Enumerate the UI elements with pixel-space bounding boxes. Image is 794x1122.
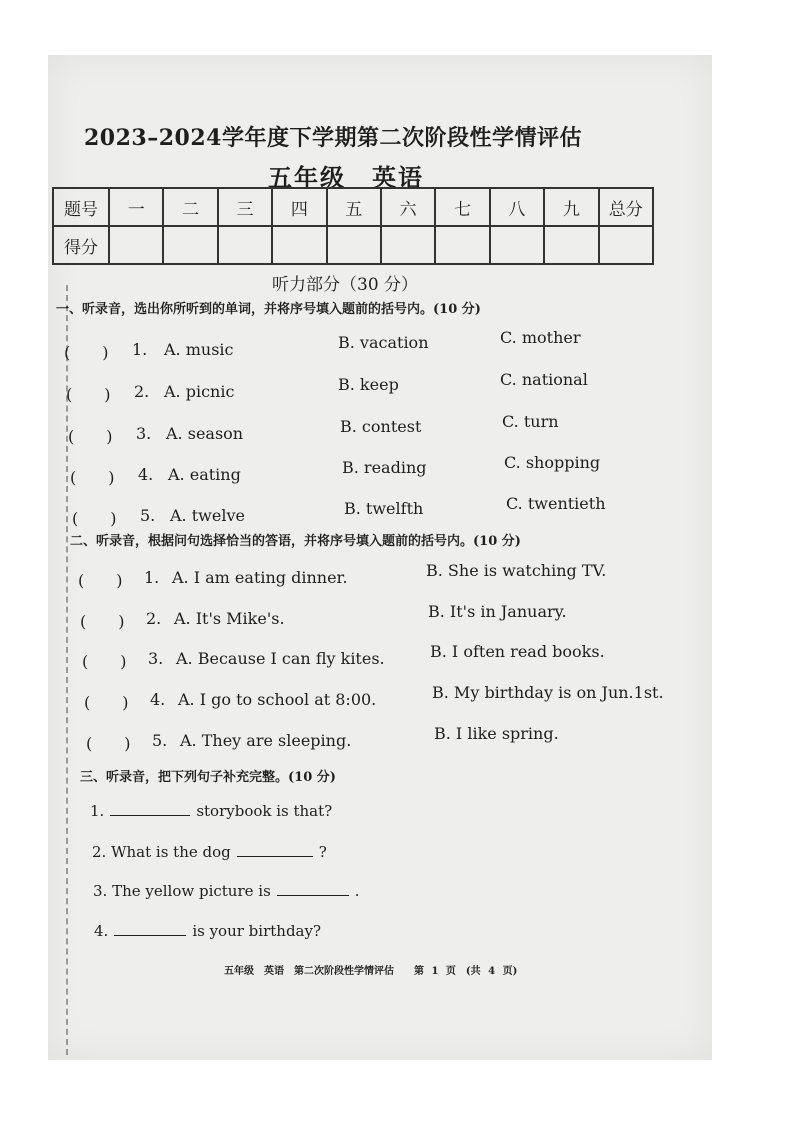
answer-blank[interactable] xyxy=(110,814,190,816)
score-cell[interactable] xyxy=(490,226,544,264)
page-footer: 五年级 英语 第二次阶段性学情评估 第 1 页 (共 4 页) xyxy=(224,966,518,977)
answer-blank[interactable] xyxy=(277,894,349,896)
item-number: 1. xyxy=(132,340,148,359)
sentence-start: 2. What is the dog xyxy=(92,843,231,861)
item-number: 2. xyxy=(134,382,150,401)
option-c: C. mother xyxy=(500,328,581,347)
fill-in-sentence xyxy=(93,882,360,900)
option-b: B. It's in January. xyxy=(428,602,567,621)
score-cell[interactable] xyxy=(218,226,272,264)
answer-paren[interactable]: ( ) xyxy=(82,652,127,671)
option-c: C. turn xyxy=(502,412,559,431)
option-a: A. I go to school at 8:00. xyxy=(178,690,377,709)
answer-blank[interactable] xyxy=(237,855,313,857)
option-b: B. keep xyxy=(338,375,399,394)
item-number: 5. xyxy=(140,506,156,525)
score-table-row-label: 得分 xyxy=(53,226,109,264)
option-a: A. twelve xyxy=(170,506,245,525)
option-b: B. vacation xyxy=(338,333,429,352)
item-number: 5. xyxy=(152,731,168,750)
fill-in-sentence xyxy=(90,802,332,820)
option-c: C. twentieth xyxy=(506,494,606,513)
item-number: 2. xyxy=(146,609,162,628)
score-table-score-row xyxy=(53,226,653,264)
score-cell[interactable] xyxy=(435,226,489,264)
option-a: A. season xyxy=(166,424,244,443)
item-number: 4. xyxy=(150,690,166,709)
sentence-end: is your birthday? xyxy=(192,922,321,940)
score-table xyxy=(52,187,654,265)
score-cell[interactable] xyxy=(272,226,326,264)
option-b: B. I often read books. xyxy=(430,642,605,661)
option-c: C. national xyxy=(500,370,588,389)
score-column-label: 一 xyxy=(109,188,163,226)
option-b: B. reading xyxy=(342,458,427,477)
option-b: B. She is watching TV. xyxy=(426,561,607,580)
score-cell[interactable] xyxy=(599,226,653,264)
score-cell[interactable] xyxy=(163,226,217,264)
sentence-end: ? xyxy=(318,843,327,861)
answer-paren[interactable]: ( ) xyxy=(66,385,111,404)
fill-in-sentence xyxy=(94,922,321,940)
listening-part-heading: 听力部分（30 分） xyxy=(272,275,419,295)
answer-blank[interactable] xyxy=(114,934,186,936)
item-number: 3. xyxy=(136,424,152,443)
option-b: B. twelfth xyxy=(344,499,424,518)
score-column-label: 三 xyxy=(218,188,272,226)
score-column-label: 五 xyxy=(327,188,381,226)
sentence-end: . xyxy=(354,882,360,900)
exam-title: 2023–2024学年度下学期第二次阶段性学情评估 xyxy=(84,125,582,151)
option-b: B. I like spring. xyxy=(434,724,559,743)
answer-paren[interactable]: ( ) xyxy=(70,468,115,487)
answer-paren[interactable]: ( ) xyxy=(78,571,123,590)
item-number: 3. xyxy=(148,649,164,668)
option-a: A. I am eating dinner. xyxy=(172,568,348,587)
score-cell[interactable] xyxy=(109,226,163,264)
score-column-label: 四 xyxy=(272,188,326,226)
score-column-label: 二 xyxy=(163,188,217,226)
score-column-label: 八 xyxy=(490,188,544,226)
option-a: A. eating xyxy=(168,465,241,484)
option-a: A. It's Mike's. xyxy=(174,609,285,628)
option-a: A. Because I can fly kites. xyxy=(176,649,385,668)
score-table-row-label: 题号 xyxy=(53,188,109,226)
score-column-label: 六 xyxy=(381,188,435,226)
section3-instruction: 三、听录音，把下列句子补充完整。(10 分) xyxy=(80,770,336,785)
score-cell[interactable] xyxy=(544,226,598,264)
section2-instruction: 二、听录音，根据问句选择恰当的答语，并将序号填入题前的括号内。(10 分) xyxy=(70,534,521,549)
score-table-header-row xyxy=(53,188,653,226)
option-c: C. shopping xyxy=(504,453,601,472)
option-a: A. music xyxy=(164,340,234,359)
item-number: 1. xyxy=(144,568,160,587)
answer-paren[interactable]: ( ) xyxy=(86,734,131,753)
score-cell[interactable] xyxy=(327,226,381,264)
answer-paren[interactable]: ( ) xyxy=(80,612,125,631)
score-column-label: 七 xyxy=(435,188,489,226)
option-b: B. My birthday is on Jun.1st. xyxy=(432,683,664,702)
answer-paren[interactable]: ( ) xyxy=(84,693,129,712)
score-column-label: 总分 xyxy=(599,188,653,226)
answer-paren[interactable]: ( ) xyxy=(68,427,113,446)
option-a: A. picnic xyxy=(164,382,235,401)
sentence-start: 4. xyxy=(94,922,109,940)
answer-paren[interactable]: ( ) xyxy=(64,343,109,362)
score-column-label: 九 xyxy=(544,188,598,226)
score-cell[interactable] xyxy=(381,226,435,264)
answer-paren[interactable]: ( ) xyxy=(72,509,117,528)
sentence-start: 3. The yellow picture is xyxy=(93,882,271,900)
sentence-start: 1. xyxy=(90,802,105,820)
exam-subtitle: 五年级 英语 xyxy=(268,163,424,192)
fill-in-sentence xyxy=(92,843,327,861)
section1-instruction: 一、听录音，选出你所听到的单词，并将序号填入题前的括号内。(10 分) xyxy=(56,302,481,317)
sentence-end: storybook is that? xyxy=(196,802,333,820)
item-number: 4. xyxy=(138,465,154,484)
option-b: B. contest xyxy=(340,417,422,436)
option-a: A. They are sleeping. xyxy=(180,731,352,750)
